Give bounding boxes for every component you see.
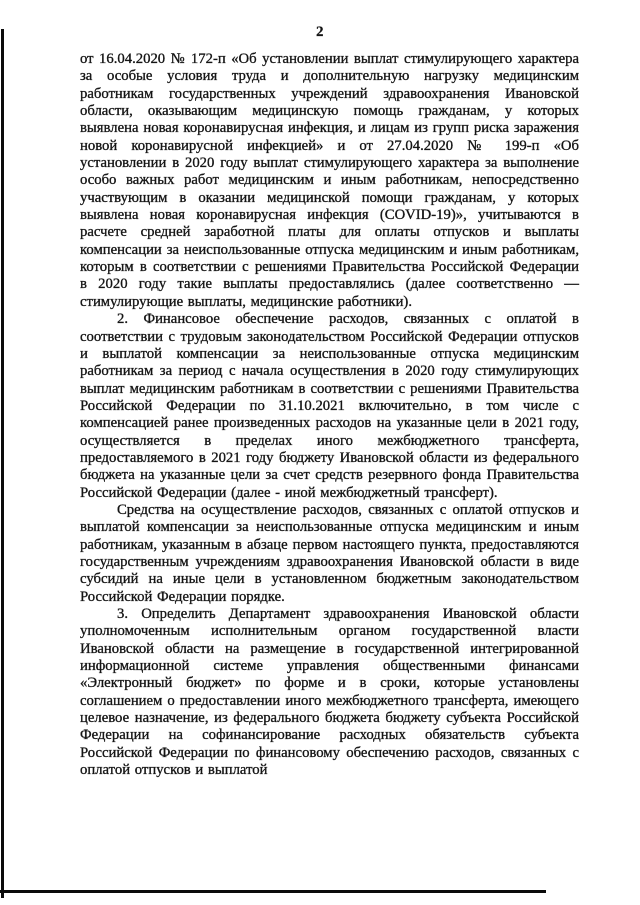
paragraph-continuation: от 16.04.2020 № 172-п «Об установлении выплат стимулирующего характера за особые условия труда и дополнительную нагрузку медицинским работникам государственных учреждений здравоохранения Ивановской области, оказывающим медицинскую помощь гражданам, у которых выявлена новая коронавирусная инфекция, и лицам из групп риска заражения новой коронавирусной инфекцией» и от 27.04.2020 № 199-п «Об установлении в 2020 году выплат стимулирующего характера за выполнение особо важных работ медицинским и иным работникам, непосредственно участвующим в оказании медицинской помощи гражданам, у которых выявлена новая коронавирусная инфекция (COVID-19)», учитываются в расчете средней заработной платы для оплаты отпусков и выплаты компенсации за неиспользованные отпуска медицинским и иным работникам, которым в соответствии с решениями Правительства Российской Федерации в 2020 году такие выплаты предоставлялись (далее соответственно — стимулирующие выплаты, медицинские работники). xyxy=(80,51,579,310)
paragraph-item-2: 2. Финансовое обеспечение расходов, связанных с оплатой в соответствии с трудовым законодательством Российской Федерации отпусков и выплатой компенсации за неиспользованные отпуска медицинским работникам за период с начала осуществления в 2020 году стимулирующих выплат медицинским работникам в соответствии с решениями Правительства Российской Федерации по 31.10.2021 включительно, в том числе с компенсацией ранее произведенных расходов на указанные цели в 2021 году, осуществляется в пределах иного межбюджетного трансферта, предоставляемого в 2021 году бюджету Ивановской области из федерального бюджета на указанные цели за счет средств резервного фонда Правительства Российской Федерации (далее - иной межбюджетный трансферт). xyxy=(80,311,579,501)
scan-artifact-bottom-line xyxy=(0,890,546,893)
paragraph-item-3: 3. Определить Департамент здравоохранения Ивановской области уполномоченным исполнительным органом государственной власти Ивановской области на размещение в государственной интегрированной информационной системе управления общественными финансами «Электронный бюджет» по форме и в сроки, которые установлены соглашением о предоставлении иного межбюджетного трансферта, имеющего целевое назначение, из федерального бюджета бюджету субъекта Российской Федерации на софинансирование расходных обязательств субъекта Российской Федерации по финансовому обеспечению расходов, связанных с оплатой отпусков и выплатой xyxy=(80,606,579,779)
scan-artifact-left-line xyxy=(1,29,4,898)
document-text-block xyxy=(80,51,579,779)
paragraph-item-2-subclause: Средства на осуществление расходов, связанных с оплатой отпусков и выплатой компенсации за неиспользованные отпуска медицинским и иным работникам, указанным в абзаце первом настоящего пункта, предоставляются государственным учреждениям здравоохранения Ивановской области в виде субсидий на иные цели в установленном бюджетным законодательством Российской Федерации порядке. xyxy=(80,501,579,605)
page-number: 2 xyxy=(316,24,324,40)
